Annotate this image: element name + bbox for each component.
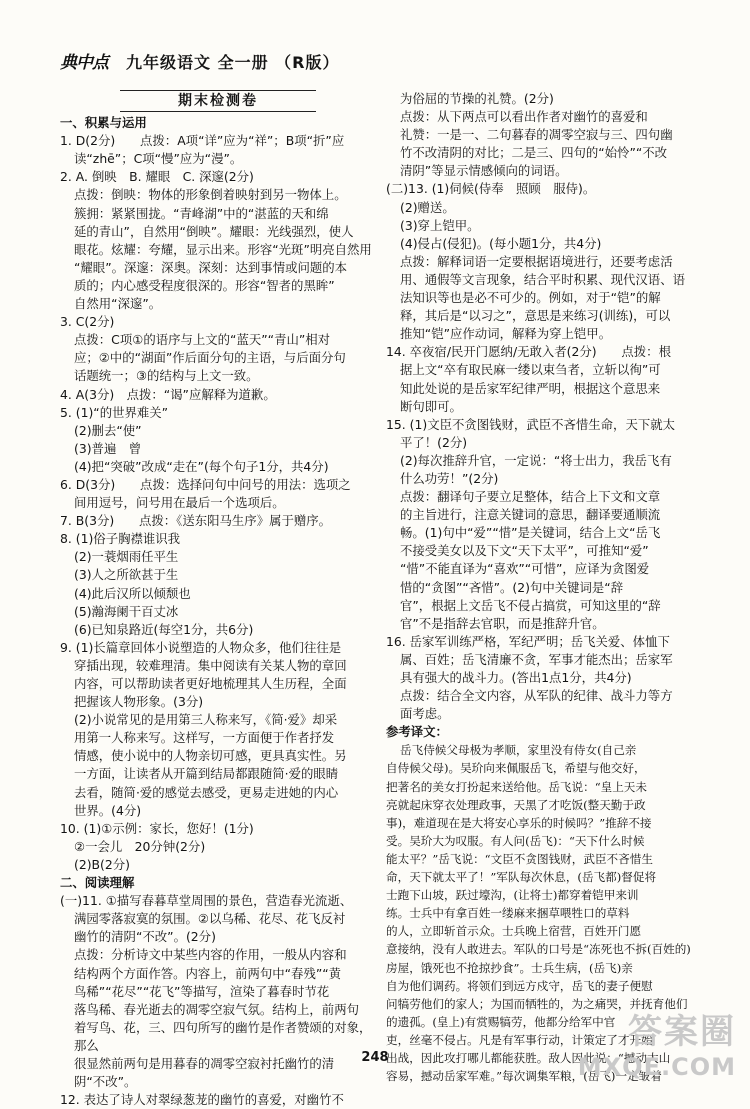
text-line: 7. B(3分) 点拨：《送东阳马生序》属于赠序。 [60,513,332,529]
right-answer-lines [386,90,691,723]
text-line: 14. 卒夜宿/民开门愿纳/无敢入者(2分) 点拨：根 [386,344,671,360]
text-line: (4)把“突破”改成“走在”(每个句子1分，共4分) [74,458,329,474]
text-line: 官”不是指辞去官职，而是推辞升官。 [400,615,605,631]
text-line: 一、积累与运用 [60,115,147,131]
watermark-url: MXQE.COM [577,1053,736,1081]
text-line: 的主旨进行，注意关键词的意思，翻译要通顺流 [400,507,661,523]
page-header [60,44,339,78]
text-line: 眼花。炫耀：夸耀，显示出来。形容“光斑”明亮自然用 [74,241,372,257]
book-title: 九年级语文 全一册 （R版） [126,52,340,72]
text-line: 10. (1)①示例：家长，您好！(1分) [60,820,254,836]
reference-translation-label: 参考译文： [386,724,448,740]
text-line: 能太平？”岳飞说：“文臣不贪图钱财，武臣不吝惜生 [386,851,653,866]
text-line: 的遗孤。(皇上)有赏赐犒劳，他都分给军中官 [386,1014,616,1029]
text-line: (2)B(2分) [74,856,130,872]
text-line: “惜”不能直译为“喜欢”“可惜”，应译为贪图爱 [400,561,650,577]
text-line: “耀眼”。深邃：深奥。深刻：达到事情或问题的本 [74,259,348,275]
right-column [386,90,691,1085]
text-line: 阴“不改”。 [74,1074,137,1090]
text-line: 面考虑。 [400,706,450,722]
text-line: 情感，使小说中的人物亲切可感，更具真实性。另 [74,748,347,764]
text-line: 间用逗号，问号用在最后一个选项后。 [74,495,285,511]
text-line: 着写鸟、花，三、四句所写的幽竹是作者赞颂的对象，那么 [74,1019,372,1053]
text-line: 话题统一；③的结构与上文一致。 [74,368,259,384]
text-line: 2. A. 倒映 B. 耀眼 C. 深邃(2分) [60,169,254,185]
text-line: (3)普遍 曾 [74,440,142,456]
text-line: 延的青山”，自然用“倒映”。耀眼：光线强烈，使人 [74,223,354,239]
text-line: 簇拥：紧紧围拢。“青峰湖”中的“湛蓝的天和绵 [74,205,329,221]
text-line: 知此处说的是岳家军纪律严明，根据这个意思来 [400,380,661,396]
text-line: 具有强大的战斗力。(答出1点1分，共4分) [400,670,632,685]
text-line: (二)13. (1)伺候(侍奉 照顾 服侍)。 [386,181,596,197]
text-line: (2)赠送。 [400,199,455,215]
text-line: 落鸟稀、春光逝去的凋零空寂气氛。结构上，前两句 [74,1001,359,1017]
text-line: 点拨：解释词语一定要根据语境进行，还要考虑活 [400,253,673,269]
text-line: 士跑下山坡，跃过壕沟，(让将士)都穿着铠甲来训 [386,888,639,903]
left-answer-lines [60,114,376,1109]
text-line: 据上文“卒有取民麻一缕以束刍者，立斩以徇”可 [400,362,661,378]
text-line: 容易，撼动岳家军难。”每次调集军粮，(岳飞)一定皱着 [386,1069,662,1084]
text-line: 法知识等也是必不可少的。例如，对于“铠”的解 [400,290,661,306]
text-line: (3)人之所欲甚于生 [74,567,179,583]
text-line: ②一会儿 20分钟(2分) [74,838,206,854]
exam-title: 期末检测卷 [120,90,316,112]
text-line: 内容，可以帮助读者更好地梳理其人生历程，全面 [74,676,347,691]
text-line: 用、通假等文言现象，结合平时积累、现代汉语、语 [400,271,685,287]
text-line: 岳飞侍候父母极为孝顺，家里没有侍女(自己亲 [400,743,637,758]
text-line: (2)删去“使” [74,422,142,438]
text-line: 吏，丝毫不侵占。凡是有军事行动，计策定了才开始 [386,1032,653,1047]
text-line: 结构两个方面作答。内容上，前两句中“春残”“黄 [74,965,342,981]
text-line: (2)一蓑烟雨任平生 [74,549,179,565]
text-line: 8. (1)俗子胸襟谁识我 [60,531,181,547]
text-line: 竹不改清阴的对比；二是三、四句的“始怜”“不改 [400,145,668,161]
watermark [578,1004,736,1081]
text-line: 很显然前两句是用暮春的凋零空寂衬托幽竹的清 [74,1055,335,1071]
text-line: 去看，随简·爱的感觉去感受，更易走进她的内心 [74,784,339,800]
text-line: 清阴”等显示情感倾向的词语。 [400,163,568,179]
text-line: 官”，根据上文岳飞不侵占搞赏，可知这里的“辞 [400,597,661,613]
text-line: 点拨：结合全文内容，从军队的纪律、战斗力等方 [400,688,673,704]
text-line: 平了！(2分) [400,434,468,450]
text-line: 问犒劳他们的家人；为国而牺牲的，为之痛哭，并抚育他们 [386,996,688,1011]
text-line: 应；②中的“湖面”作后面分句的主语，与后面分句 [74,350,346,366]
text-line: 畅。(1)句中“爱”“惜”是关键词，结合上文“岳飞 [400,525,661,541]
text-line: 为俗屈的节操的礼赞。(2分) [400,91,554,106]
text-line: 9. (1)长篇章回体小说塑造的人物众多，他们往往是 [60,639,342,655]
text-line: 点拨：翻译句子要立足整体，结合上下文和文章 [400,489,661,505]
text-line: (2)每次推辞升官，一定说：“将士出力，我岳飞有 [400,452,672,468]
text-line: 把握该人物形象。(3分) [74,694,204,710]
text-line: 不接受美女以及下文“天下太平”，可推知“爱” [400,543,649,559]
text-line: 出战，因此攻打哪儿都能获胜。敌人因此说：“撼动大山 [386,1050,671,1065]
text-line: (6)已知泉路近(每空1分，共6分) [74,621,254,637]
text-line: (一)11. ①描写春暮草堂周围的景色，营造春光流逝、 [60,893,353,909]
text-line: 释，其后是“以习之”，意思是来练习(训练)，可以 [400,308,671,324]
text-line: 6. D(3分) 点拨：选择问句中问号的用法：选项之 [60,476,351,492]
text-line: 亮就起床穿衣处理政事，天黑了才吃饭(整天勤于政 [386,797,646,812]
text-line: 什么功劳！”(2分) [400,470,499,486]
text-line: (2)小说常见的是用第三人称来写，《简·爱》却采 [74,712,338,728]
text-line: (4)侵占(侵犯)。(每小题1分，共4分) [400,235,602,251]
text-line: 自为他们调药。将领们到远方戍守，岳飞的妻子便慰 [386,978,653,993]
text-line: 事)，难道现在是大将安心享乐的时候吗？”推辞不接 [386,815,652,830]
text-line: 自侍候父母)。吴玠向来佩服岳飞，希望与他交好， [386,761,646,776]
text-line: 5. (1)“的世界难关” [60,404,169,420]
text-line: 满园零落寂寞的氛围。②以乌稀、花尽、花飞反衬 [74,911,346,927]
page-number: 248 [361,1050,389,1065]
text-line: 命，天下就太平了！”军队每次休息，(岳飞都)督促将 [386,870,657,885]
text-line: 练。士兵中有拿百姓一缕麻来捆草喂牲口的草料 [386,906,630,921]
text-line: 穿插出现，较难理清。集中阅读有关某人物的章回 [74,657,347,673]
text-line: 鸟稀”“花尽”“花飞”等描写，渲染了暮春时节花 [74,983,330,999]
publisher-logo: 典中点 [60,53,108,73]
left-column [60,90,376,1109]
text-line: 4. A(3分) 点拨：“谒”应解释为道歉。 [60,386,276,402]
text-line: 用第一人称来写。这样写，一方面便于作者抒发 [74,730,335,746]
text-line: 15. (1)文臣不贪图钱财，武臣不吝惜生命，天下就太 [386,416,676,432]
text-line: 一方面，让读者从开篇到结局都跟随简·爱的眼睛 [74,766,339,782]
text-line: 点拨：分析诗文中某些内容的作用，一般从内容和 [74,947,347,963]
text-line: 自然用“深邃”。 [74,296,162,312]
text-line: 的人，立即斩首示众。士兵晚上宿营，百姓开门愿 [386,924,642,939]
text-line: 属、百姓；岳飞清廉不贪，军事才能杰出；岳家军 [400,651,673,667]
text-line: 推知“铠”应作动词，解释为穿上铠甲。 [400,326,612,342]
text-line: 点拨：倒映：物体的形象倒着映射到另一物体上。 [74,187,347,203]
text-line: (4)此后汉所以倾颓也 [74,585,191,601]
text-line: 读“zhē”；C项“慢”应为“漫”。 [74,151,243,167]
text-line: 幽竹的清阴“不改”。(2分) [74,929,216,945]
text-line: 断句即可。 [400,398,462,414]
text-line: 房屋，饿死也不抢掠抄食”。士兵生病，(岳飞)亲 [386,960,633,975]
text-line: 16. 岳家军训练严格，军纪严明；岳飞关爱、体恤下 [386,633,670,649]
text-line: (5)瀚海阑干百丈冰 [74,603,179,619]
text-line: 点拨：从下两点可以看出作者对幽竹的喜爱和 [400,109,648,125]
text-line: 把著名的美女打扮起来送给他。岳飞说：“皇上天未 [386,779,647,794]
text-line: 12. 表达了诗人对翠绿葱茏的幽竹的喜爱，对幽竹不 [60,1092,344,1108]
text-line: 意接纳，没有人敢进去。军队的口号是“冻死也不拆(百姓的) [386,942,691,957]
text-line: 1. D(2分) 点拨：A项“详”应为“祥”；B项“折”应 [60,133,345,149]
text-line: 惜的“贪图”“吝惜”。(2)句中关键词是“辞 [400,579,624,595]
text-line: 质的；内心感受程度很深的。形容“智者的黑眸” [74,277,335,293]
text-line: 礼赞：一是一、二句暮春的凋零空寂与三、四句幽 [400,127,673,143]
text-line: 点拨：C项①的语序与上文的“蓝天”“青山”相对 [74,332,331,348]
text-line: (3)穿上铠甲。 [400,217,480,233]
watermark-logo-text: 答案圈 [628,1012,736,1052]
text-line: 受。吴玠大为叹服。有人问(岳飞)：“天下什么时候 [386,833,645,848]
text-line: 3. C(2分) [60,314,115,330]
text-line: 二、阅读理解 [60,875,135,891]
text-line: 世界。(4分) [74,802,142,818]
